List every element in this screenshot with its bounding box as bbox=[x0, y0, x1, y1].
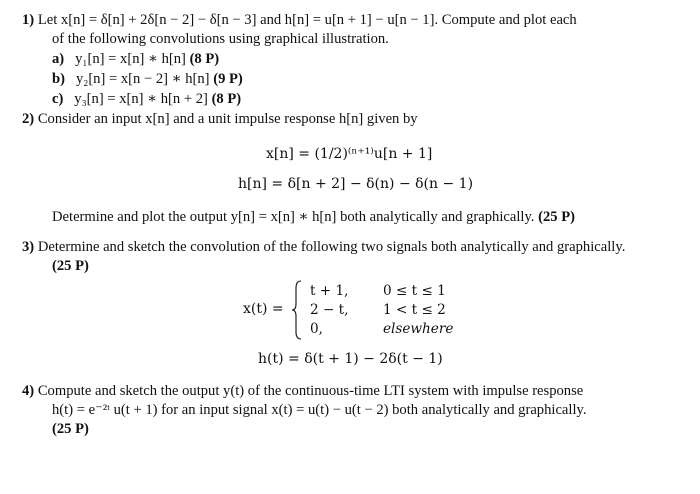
q2-points: (25 P) bbox=[538, 209, 575, 225]
q3-h-eq: h(t) = δ(t + 1) − 2δ(t − 1) bbox=[258, 351, 443, 367]
q3-x-lhs: x(t) = bbox=[243, 301, 284, 317]
q3-case-1-expr: t + 1, bbox=[310, 283, 349, 299]
q4-points: (25 P) bbox=[52, 421, 89, 437]
q3-points: (25 P) bbox=[52, 258, 89, 274]
q1-text-1: Let x[n] = δ[n] + 2δ[n − 2] − δ[n − 3] and h[n] = u[n + 1] − u[n − 1]. Compute and plot each bbox=[37, 12, 577, 28]
q2-text-2: Determine and plot the output y[n] = x[n] ∗ h[n] both analytically and graphically. bbox=[52, 209, 535, 225]
q1-part-b-points: (9 P) bbox=[213, 71, 243, 87]
q1-part-a bbox=[52, 50, 219, 68]
q2-text-1: Consider an input x[n] and a unit impulse response h[n] given by bbox=[37, 111, 418, 127]
q3-case-3-expr: 0, bbox=[310, 321, 323, 337]
q3-case-1-cond: 0 ≤ t ≤ 1 bbox=[383, 283, 446, 299]
q3-case-2-expr: 2 − t, bbox=[310, 302, 349, 318]
q1-part-c-eq: y₃[n] = x[n] ∗ h[n + 2] bbox=[74, 91, 208, 107]
q3-case-3-cond: elsewhere bbox=[383, 321, 454, 337]
q1-part-b-eq: y₂[n] = x[n − 2] ∗ h[n] bbox=[75, 71, 210, 87]
q1-part-a-eq: y₁[n] = x[n] ∗ h[n] bbox=[75, 51, 186, 67]
q2-line-1 bbox=[22, 110, 418, 128]
q1-part-a-label: a) bbox=[52, 51, 65, 67]
left-brace-icon bbox=[292, 280, 302, 340]
q1-part-c-points: (8 P) bbox=[211, 91, 242, 107]
q1-part-b bbox=[52, 70, 243, 88]
q2-eq-h: h[n] = δ[n + 2] − δ(n) − δ(n − 1) bbox=[238, 176, 474, 192]
q4-number: 4) bbox=[22, 383, 35, 399]
q4-line-2: h(t) = e⁻²ᵗ u(t + 1) for an input signal x(t) = u(t) − u(t − 2) both analytically and graphically. bbox=[52, 402, 587, 418]
q1-line-2: of the following convolutions using graphical illustration. bbox=[52, 31, 389, 47]
q3-number: 3) bbox=[22, 239, 35, 255]
q1-part-c-label: c) bbox=[52, 91, 64, 107]
q1-line-1 bbox=[22, 11, 577, 29]
q2-eq-x: x[n] = (1/2)⁽ⁿ⁺¹⁾u[n + 1] bbox=[266, 146, 433, 162]
q4-line-1 bbox=[22, 382, 583, 400]
q1-number: 1) bbox=[22, 12, 35, 28]
q3-case-2-cond: 1 < t ≤ 2 bbox=[383, 302, 446, 318]
q2-line-2 bbox=[52, 208, 575, 226]
q4-text-1: Compute and sketch the output y(t) of the continuous-time LTI system with impulse response bbox=[37, 383, 584, 399]
q2-number: 2) bbox=[22, 111, 35, 127]
q3-text-1: Determine and sketch the convolution of the following two signals both analytically and graphically. bbox=[37, 239, 626, 255]
q1-part-c bbox=[52, 90, 241, 108]
q3-line-1 bbox=[22, 238, 625, 256]
q1-part-a-points: (8 P) bbox=[189, 51, 220, 67]
q1-part-b-label: b) bbox=[52, 71, 65, 87]
